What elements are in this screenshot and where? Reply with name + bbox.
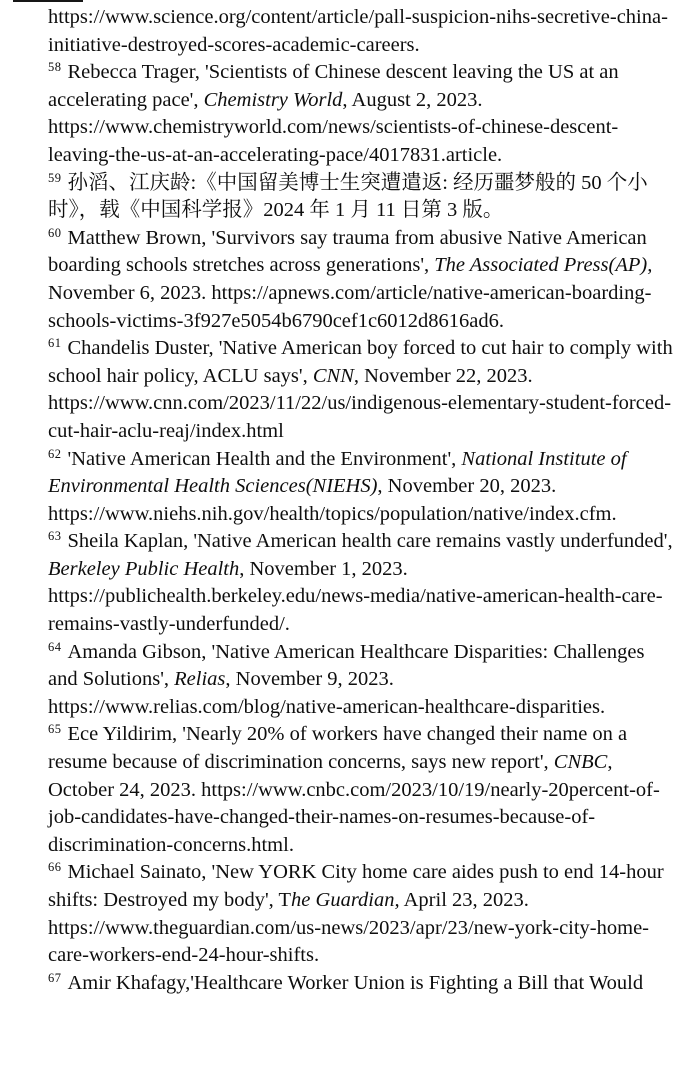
reference-url: https://www.cnn.com/2023/11/22/us/indigenous-elementary-student-forced-cut-hair-aclu-reaj/index.html xyxy=(48,392,672,442)
footnote-text: Rebecca Trager, 'Scientists of Chinese descent leaving the US at an accelerating pace', xyxy=(48,61,619,111)
footnote-marker: 65 xyxy=(48,722,62,737)
reference-url: https://www.cnbc.com/2023/10/19/nearly-20percent-of-job-candidates-have-changed-their-names-on-resumes-because-of-discrimination-concerns.html. xyxy=(48,778,660,856)
footnote-item xyxy=(48,721,674,859)
footnote-text: , October 24, 2023. xyxy=(48,751,613,801)
footnote-text: Chandelis Duster, 'Native American boy forced to cut hair to comply with school hair policy, ACLU says', xyxy=(48,337,673,387)
footnote-text: , November 20, 2023. xyxy=(377,475,557,498)
footnote-item xyxy=(48,4,674,59)
reference-url: https://www.science.org/content/article/pall-suspicion-nihs-secretive-china-initiative-destroyed-scores-academic-careers. xyxy=(48,6,668,56)
footnote-text: Michael Sainato, 'New YORK City home care aides push to end 14-hour shifts: Destroyed my body', T xyxy=(48,861,664,911)
source-name: The Associated Press(AP), xyxy=(434,254,653,277)
footnote-marker: 59 xyxy=(48,170,62,185)
reference-url: https://www.relias.com/blog/native-american-healthcare-disparities. xyxy=(48,695,606,718)
footnote-text: , August 2, 2023. xyxy=(342,88,483,111)
footnote-item xyxy=(48,170,674,225)
reference-url: https://www.theguardian.com/us-news/2023/apr/23/new-york-city-home-care-workers-end-24-hour-shifts. xyxy=(48,916,650,967)
source-name: he Guardian, xyxy=(291,889,400,911)
footnote-item xyxy=(48,335,674,445)
source-name: Berkeley Public Health xyxy=(48,557,240,580)
footnote-marker: 58 xyxy=(48,60,62,75)
footnote-item xyxy=(48,446,674,529)
reference-url: https://apnews.com/article/native-american-boarding-schools-victims-3f927e5054b6790cef1c6012d8616ad6. xyxy=(48,281,652,332)
footnote-marker: 60 xyxy=(48,225,62,240)
footnote-marker: 67 xyxy=(48,970,62,985)
source-name: Chemistry World xyxy=(203,88,343,111)
source-name: CNN xyxy=(312,364,354,387)
footnote-marker: 62 xyxy=(48,446,62,461)
footnote-item xyxy=(48,528,674,638)
footnote-text: Matthew Brown, 'Survivors say trauma from abusive Native American boarding schools stretches across generations', xyxy=(48,226,647,277)
footnotes-list xyxy=(48,4,674,997)
previous-line-fragment xyxy=(13,0,83,2)
footnote-item xyxy=(48,639,674,722)
footnote-text: , November 1, 2023. xyxy=(239,557,408,580)
footnote-text: , November 9, 2023. xyxy=(225,668,394,691)
footnote-marker: 63 xyxy=(48,529,62,544)
footnote-text: April 23, 2023. xyxy=(399,889,529,911)
footnote-text: November 6, 2023. xyxy=(48,281,212,304)
footnote-item xyxy=(48,59,674,169)
footnote-text: Sheila Kaplan, 'Native American health care remains vastly underfunded', xyxy=(67,530,673,553)
footnote-item xyxy=(48,859,674,969)
reference-url: https://publichealth.berkeley.edu/news-media/native-american-health-care-remains-vastly-underfunded/. xyxy=(48,585,663,636)
footnote-item xyxy=(48,970,674,998)
footnote-marker: 66 xyxy=(48,860,62,875)
footnote-text: 'Native American Health and the Environment', xyxy=(67,447,462,470)
footnote-text: Amanda Gibson, 'Native American Healthcare Disparities: Challenges and Solutions', xyxy=(48,640,645,691)
footnote-text: Ece Yildirim, 'Nearly 20% of workers have changed their name on a resume because of discrimination concerns, says new report', xyxy=(48,723,628,774)
footnote-text: Amir Khafagy,'Healthcare Worker Union is Fighting a Bill that Would xyxy=(67,971,644,994)
footnote-text: , November 22, 2023. xyxy=(353,364,533,387)
source-name: CNBC xyxy=(553,751,608,774)
footnote-marker: 61 xyxy=(48,336,62,351)
reference-url: https://www.chemistryworld.com/news/scientists-of-chinese-descent-leaving-the-us-at-an-accelerating-pace/4017831.article. xyxy=(48,116,619,166)
reference-url: https://www.niehs.nih.gov/health/topics/population/native/index.cfm. xyxy=(48,502,617,525)
footnote-text: 孙滔、江庆龄:《中国留美博士生突遭遣返: 经历噩梦般的 50 个小时》，载《中国科学报》2024 年 1 月 11 日第 3 版。 xyxy=(48,171,648,222)
source-name: Relias xyxy=(174,668,226,691)
source-name: National Institute of Environmental Health Sciences(NIEHS) xyxy=(48,447,627,498)
footnote-marker: 64 xyxy=(48,639,62,654)
footnote-item xyxy=(48,225,674,335)
